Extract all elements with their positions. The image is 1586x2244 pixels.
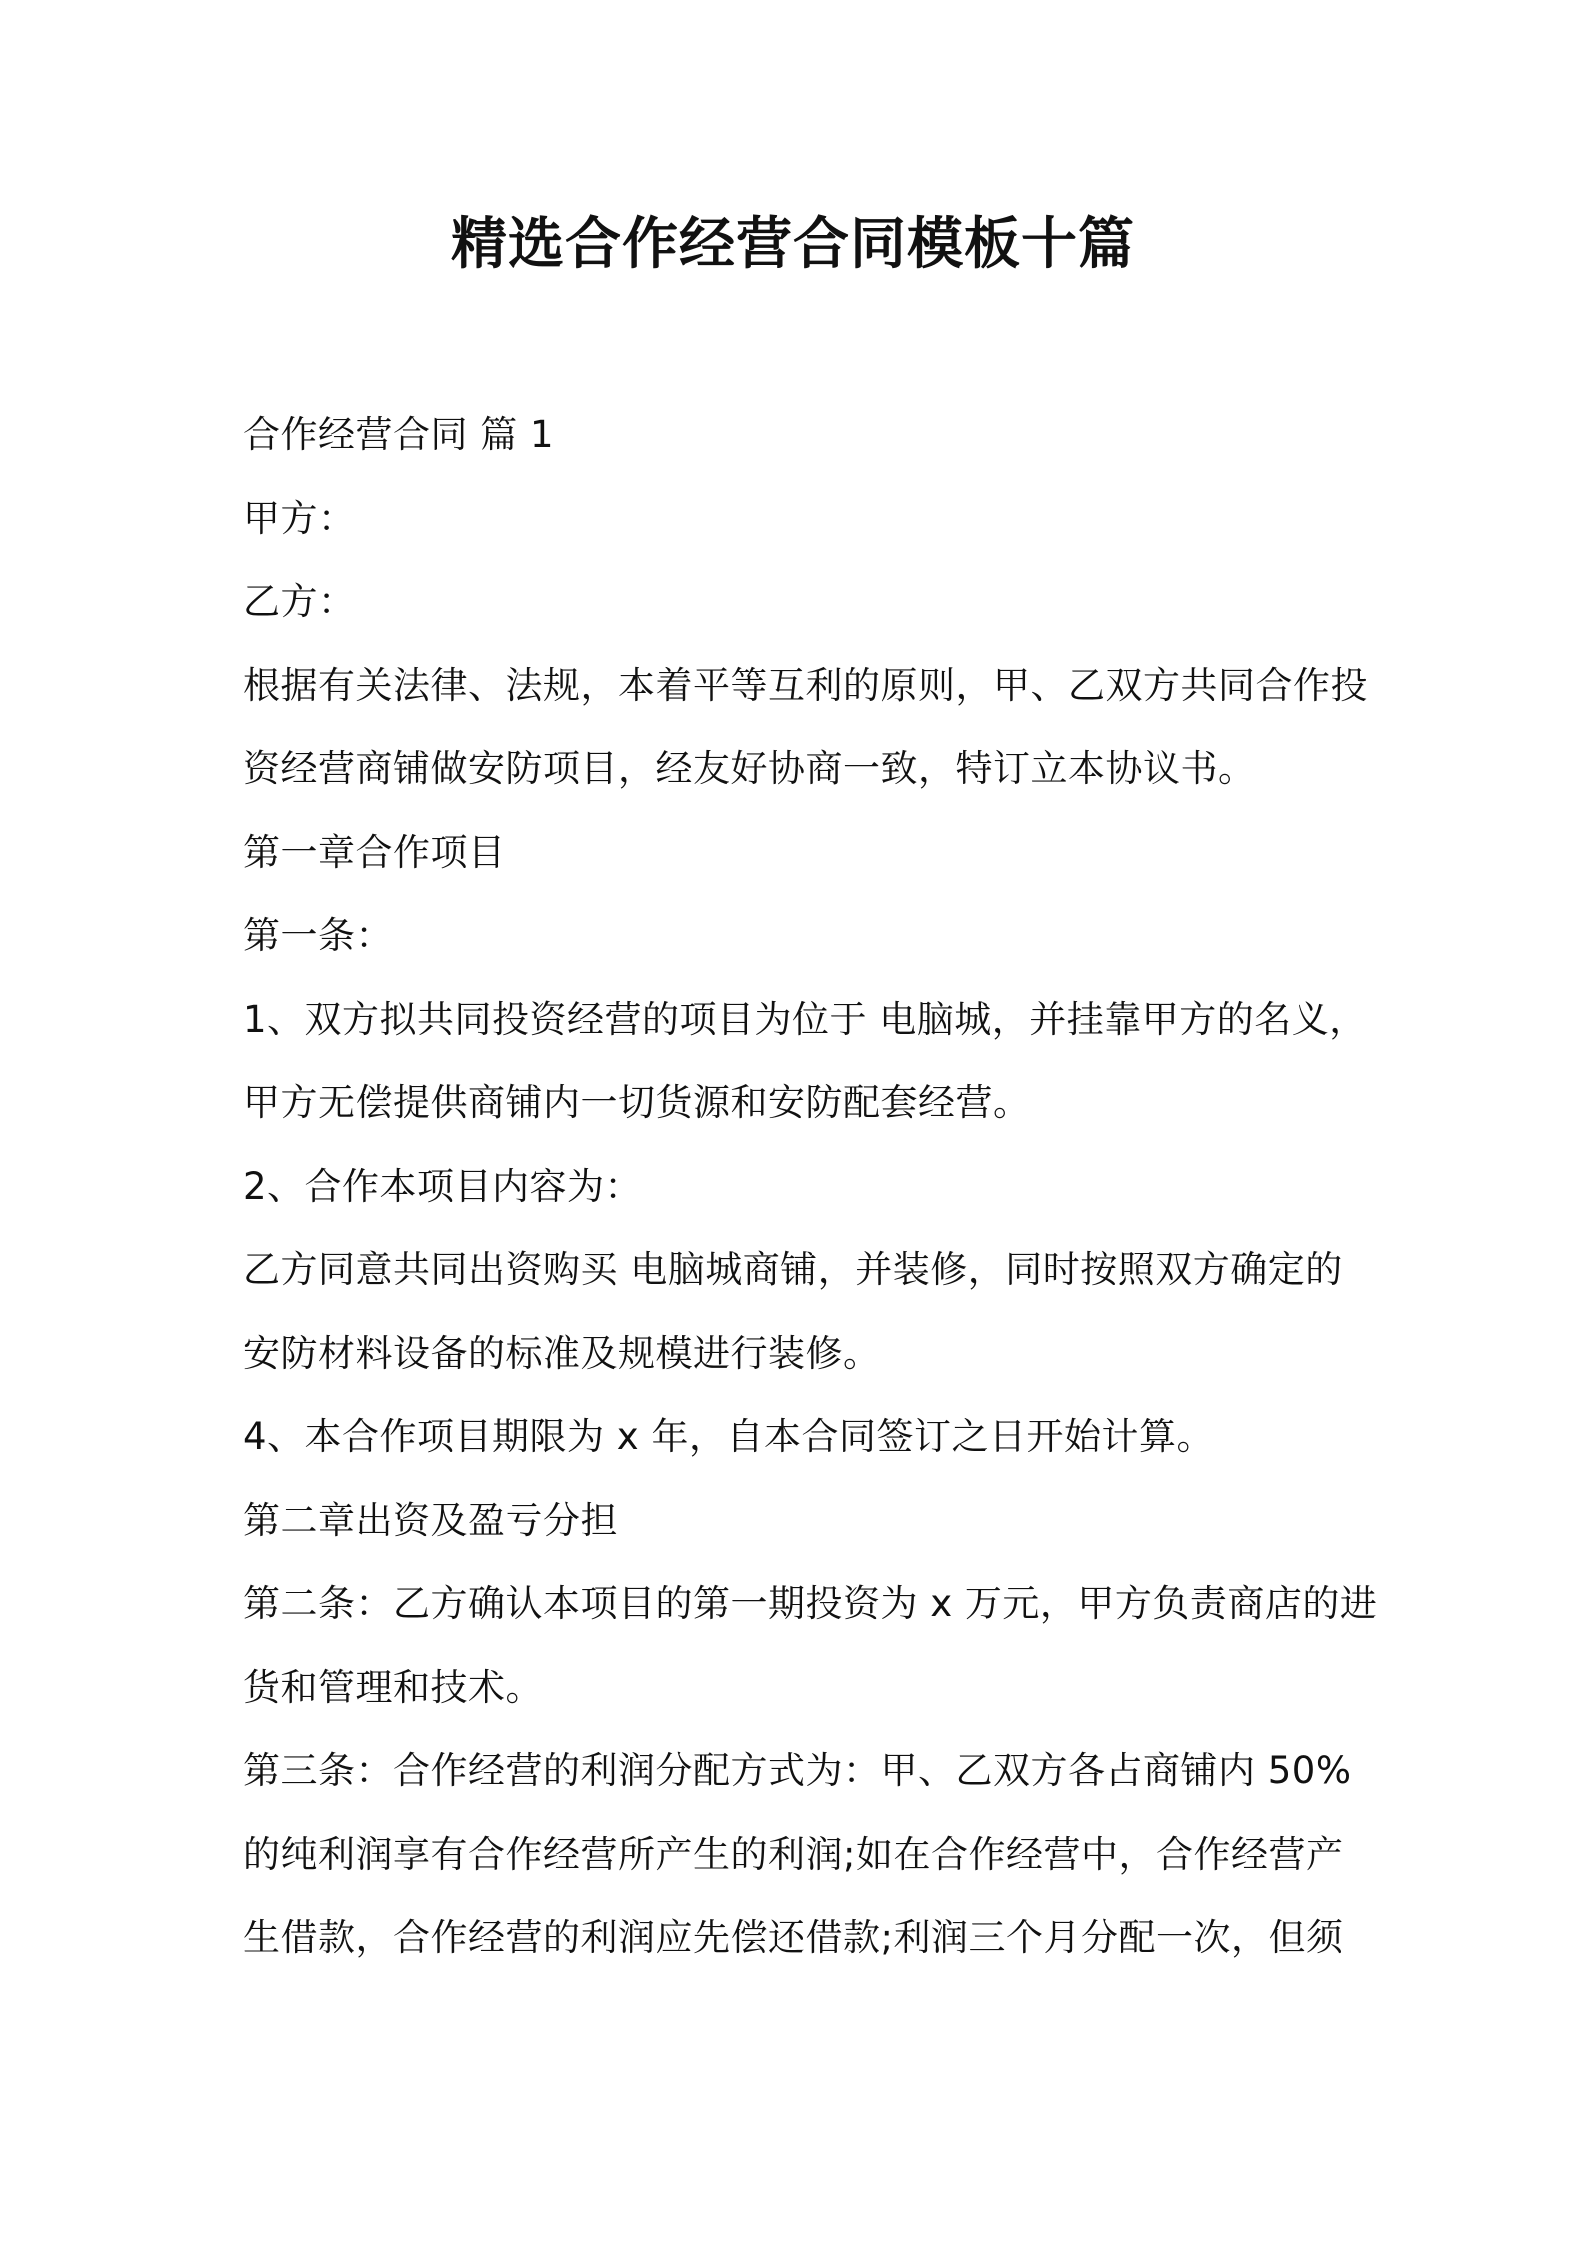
paragraph-line: 1、双方拟共同投资经营的项目为位于 电脑城，并挂靠甲方的名义， xyxy=(243,998,1367,1041)
paragraph-line: 2、合作本项目内容为： xyxy=(243,1165,643,1208)
party-b-line: 乙方： xyxy=(243,580,356,623)
document-title: 精选合作经营合同模板十篇 xyxy=(451,212,1135,277)
paragraph-line: 安防材料设备的标准及规模进行装修。 xyxy=(243,1332,881,1375)
paragraph-line: 第三条：合作经营的利润分配方式为：甲、乙双方各占商铺内 50% xyxy=(243,1749,1352,1792)
paragraph-line: 资经营商铺做安防项目，经友好协商一致，特订立本协议书。 xyxy=(243,747,1256,790)
paragraph-line: 乙方同意共同出资购买 电脑城商铺，并装修，同时按照双方确定的 xyxy=(243,1248,1343,1291)
paragraph-line: 4、本合作项目期限为 x 年，自本合同签订之日开始计算。 xyxy=(243,1415,1214,1458)
paragraph-line: 甲方无偿提供商铺内一切货源和安防配套经营。 xyxy=(243,1081,1031,1124)
paragraph-line: 货和管理和技术。 xyxy=(243,1666,543,1709)
paragraph-line: 根据有关法律、法规，本着平等互利的原则，甲、乙双方共同合作投 xyxy=(243,664,1368,707)
paragraph-line: 生借款，合作经营的利润应先偿还借款;利润三个月分配一次，但须 xyxy=(243,1916,1344,1959)
chapter-heading: 第一章合作项目 xyxy=(243,831,506,874)
paragraph-line: 第二条：乙方确认本项目的第一期投资为 x 万元，甲方负责商店的进 xyxy=(243,1582,1378,1625)
chapter-heading: 第二章出资及盈亏分担 xyxy=(243,1499,618,1542)
paragraph-line: 的纯利润享有合作经营所产生的利润;如在合作经营中，合作经营产 xyxy=(243,1833,1344,1876)
section-heading: 合作经营合同 篇 1 xyxy=(243,413,555,456)
party-a-line: 甲方： xyxy=(243,497,356,540)
article-heading: 第一条： xyxy=(243,914,393,957)
